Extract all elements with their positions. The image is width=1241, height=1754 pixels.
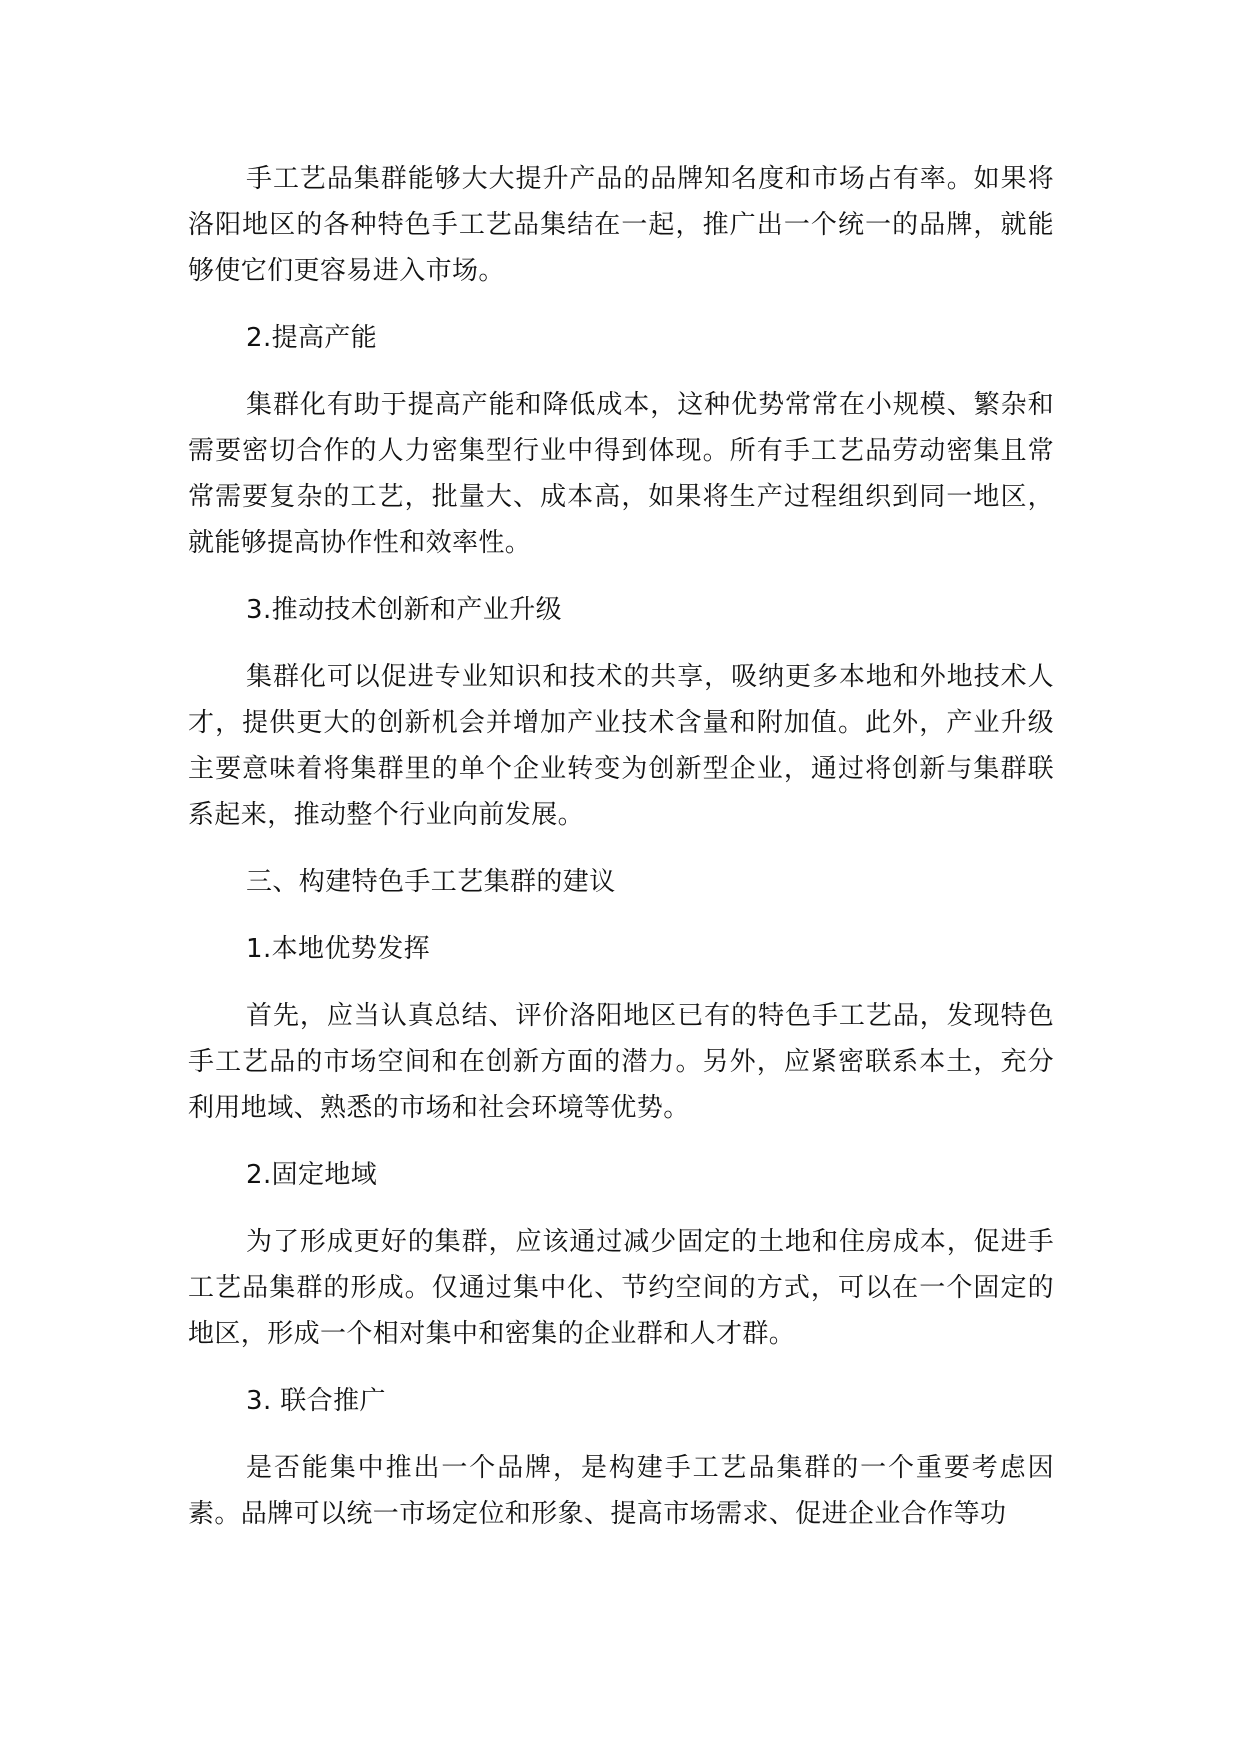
paragraph-fixed-region: 为了形成更好的集群，应该通过减少固定的土地和住房成本，促进手工艺品集群的形成。仅通过集中化、节约空间的方式，可以在一个固定的地区，形成一个相对集中和密集的企业群和人才群。 <box>188 1227 1054 1349</box>
heading-tech-innovation: 3.推动技术创新和产业升级 <box>246 595 563 625</box>
heading-joint-promotion: 3. 联合推广 <box>246 1386 386 1416</box>
heading-fixed-region: 2.固定地域 <box>246 1160 378 1190</box>
document-body <box>188 156 1054 1558</box>
paragraph-tech-innovation: 集群化可以促进专业知识和技术的共享，吸纳更多本地和外地技术人才，提供更大的创新机会并增加产业技术含量和附加值。此外，产业升级主要意味着将集群里的单个企业转变为创新型企业，通过将创新与集群联系起来，推动整个行业向前发展。 <box>188 662 1054 830</box>
paragraph-brand-recognition: 手工艺品集群能够大大提升产品的品牌知名度和市场占有率。如果将洛阳地区的各种特色手工艺品集结在一起，推广出一个统一的品牌，就能够使它们更容易进入市场。 <box>188 164 1054 286</box>
paragraph-local-advantage: 首先，应当认真总结、评价洛阳地区已有的特色手工艺品，发现特色手工艺品的市场空间和在创新方面的潜力。另外，应紧密联系本土，充分利用地域、熟悉的市场和社会环境等优势。 <box>188 1001 1054 1123</box>
paragraph-capacity: 集群化有助于提高产能和降低成本，这种优势常常在小规模、繁杂和需要密切合作的人力密集型行业中得到体现。所有手工艺品劳动密集且常常需要复杂的工艺，批量大、成本高，如果将生产过程组织到同一地区，就能够提高协作性和效率性。 <box>188 390 1054 558</box>
heading-section-three: 三、构建特色手工艺集群的建议 <box>246 867 616 897</box>
paragraph-joint-promotion: 是否能集中推出一个品牌，是构建手工艺品集群的一个重要考虑因素。品牌可以统一市场定位和形象、提高市场需求、促进企业合作等功 <box>188 1453 1054 1529</box>
heading-local-advantage: 1.本地优势发挥 <box>246 934 431 964</box>
heading-improve-capacity: 2.提高产能 <box>246 323 378 353</box>
